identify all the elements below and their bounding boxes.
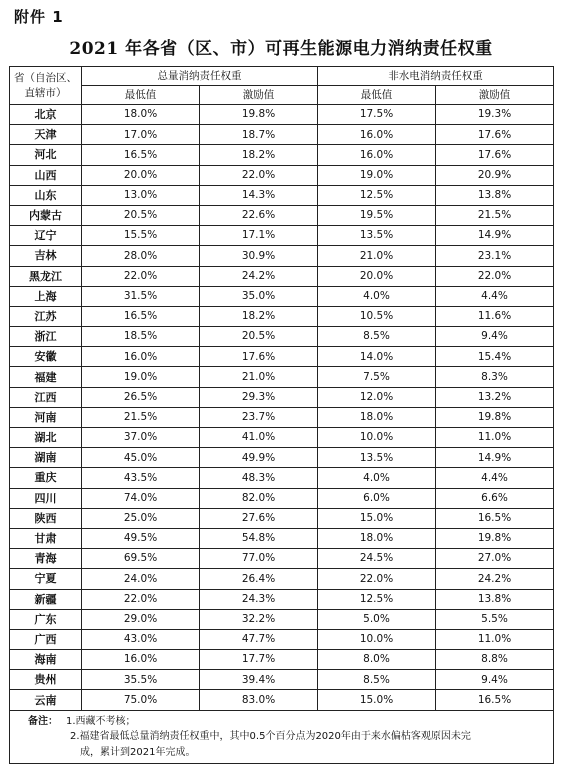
nonhydro-min-cell: 8.5% [318, 327, 436, 347]
nonhydro-incentive-cell: 8.3% [436, 367, 554, 387]
nonhydro-incentive-cell: 19.8% [436, 528, 554, 548]
total-incentive-cell: 35.0% [200, 286, 318, 306]
province-cell: 北京 [10, 105, 82, 125]
total-min-cell: 35.5% [82, 670, 200, 690]
nonhydro-incentive-cell: 16.5% [436, 690, 554, 710]
total-min-cell: 28.0% [82, 246, 200, 266]
table-row [10, 670, 554, 690]
total-min-cell: 43.5% [82, 468, 200, 488]
nonhydro-min-cell: 18.0% [318, 528, 436, 548]
note-2-line-1: 2.福建省最低总量消纳责任权重中，其中0.5个百分点为2020年由于来水偏枯客观原因未完 [70, 731, 471, 743]
total-incentive-cell: 77.0% [200, 549, 318, 569]
table-row [10, 549, 554, 569]
table-row [10, 185, 554, 205]
total-min-cell: 24.0% [82, 569, 200, 589]
total-min-cell: 74.0% [82, 488, 200, 508]
header-province: 省（自治区、直辖市） [10, 67, 82, 105]
nonhydro-incentive-cell: 11.0% [436, 629, 554, 649]
province-cell: 浙江 [10, 327, 82, 347]
province-cell: 新疆 [10, 589, 82, 609]
province-cell: 江西 [10, 387, 82, 407]
table-row [10, 266, 554, 286]
notes-cell [10, 710, 554, 764]
notes-row [10, 710, 554, 764]
nonhydro-incentive-cell: 13.8% [436, 589, 554, 609]
province-cell: 甘肃 [10, 528, 82, 548]
table-row [10, 306, 554, 326]
table-row [10, 690, 554, 710]
nonhydro-incentive-cell: 4.4% [436, 468, 554, 488]
table-row [10, 205, 554, 225]
nonhydro-min-cell: 21.0% [318, 246, 436, 266]
total-incentive-cell: 47.7% [200, 629, 318, 649]
total-min-cell: 17.0% [82, 125, 200, 145]
total-incentive-cell: 24.3% [200, 589, 318, 609]
nonhydro-incentive-cell: 13.2% [436, 387, 554, 407]
table-body [10, 105, 554, 711]
total-min-cell: 22.0% [82, 589, 200, 609]
header-nonhydro-min: 最低值 [318, 86, 436, 105]
nonhydro-incentive-cell: 11.6% [436, 306, 554, 326]
province-cell: 吉林 [10, 246, 82, 266]
province-cell: 湖北 [10, 428, 82, 448]
table-row [10, 105, 554, 125]
total-min-cell: 75.0% [82, 690, 200, 710]
nonhydro-min-cell: 10.0% [318, 428, 436, 448]
total-incentive-cell: 21.0% [200, 367, 318, 387]
total-min-cell: 22.0% [82, 266, 200, 286]
nonhydro-min-cell: 13.5% [318, 226, 436, 246]
header-nonhydro-group: 非水电消纳责任权重 [318, 67, 554, 86]
total-min-cell: 26.5% [82, 387, 200, 407]
nonhydro-min-cell: 16.0% [318, 125, 436, 145]
nonhydro-min-cell: 13.5% [318, 448, 436, 468]
total-incentive-cell: 26.4% [200, 569, 318, 589]
header-total-incentive: 激励值 [200, 86, 318, 105]
nonhydro-incentive-cell: 19.3% [436, 105, 554, 125]
nonhydro-min-cell: 22.0% [318, 569, 436, 589]
table-row [10, 528, 554, 548]
province-cell: 山东 [10, 185, 82, 205]
total-incentive-cell: 48.3% [200, 468, 318, 488]
total-min-cell: 25.0% [82, 508, 200, 528]
header-total-group: 总量消纳责任权重 [82, 67, 318, 86]
nonhydro-incentive-cell: 27.0% [436, 549, 554, 569]
table-row [10, 246, 554, 266]
table-row [10, 589, 554, 609]
province-cell: 宁夏 [10, 569, 82, 589]
nonhydro-min-cell: 4.0% [318, 286, 436, 306]
province-cell: 江苏 [10, 306, 82, 326]
total-min-cell: 37.0% [82, 428, 200, 448]
total-min-cell: 16.5% [82, 306, 200, 326]
province-cell: 广西 [10, 629, 82, 649]
nonhydro-incentive-cell: 8.8% [436, 650, 554, 670]
total-min-cell: 18.5% [82, 327, 200, 347]
total-min-cell: 31.5% [82, 286, 200, 306]
total-min-cell: 16.5% [82, 145, 200, 165]
note-1: 1.西藏不考核； [66, 715, 136, 727]
nonhydro-min-cell: 6.0% [318, 488, 436, 508]
table-row [10, 448, 554, 468]
nonhydro-min-cell: 5.0% [318, 609, 436, 629]
nonhydro-incentive-cell: 9.4% [436, 327, 554, 347]
total-incentive-cell: 17.1% [200, 226, 318, 246]
province-cell: 山西 [10, 165, 82, 185]
table-row [10, 488, 554, 508]
total-incentive-cell: 32.2% [200, 609, 318, 629]
nonhydro-min-cell: 24.5% [318, 549, 436, 569]
province-cell: 青海 [10, 549, 82, 569]
total-incentive-cell: 22.0% [200, 165, 318, 185]
province-cell: 河南 [10, 407, 82, 427]
nonhydro-incentive-cell: 9.4% [436, 670, 554, 690]
total-incentive-cell: 27.6% [200, 508, 318, 528]
nonhydro-incentive-cell: 17.6% [436, 125, 554, 145]
total-incentive-cell: 54.8% [200, 528, 318, 548]
total-incentive-cell: 18.2% [200, 306, 318, 326]
table-row [10, 347, 554, 367]
nonhydro-incentive-cell: 23.1% [436, 246, 554, 266]
nonhydro-min-cell: 4.0% [318, 468, 436, 488]
nonhydro-incentive-cell: 4.4% [436, 286, 554, 306]
document-title: 2021 年各省（区、市）可再生能源电力消纳责任权重 [69, 39, 493, 59]
nonhydro-incentive-cell: 17.6% [436, 145, 554, 165]
total-incentive-cell: 30.9% [200, 246, 318, 266]
total-min-cell: 16.0% [82, 650, 200, 670]
total-min-cell: 20.0% [82, 165, 200, 185]
nonhydro-incentive-cell: 21.5% [436, 205, 554, 225]
total-incentive-cell: 22.6% [200, 205, 318, 225]
quota-table [9, 66, 554, 764]
province-cell: 四川 [10, 488, 82, 508]
total-min-cell: 43.0% [82, 629, 200, 649]
province-cell: 内蒙古 [10, 205, 82, 225]
province-cell: 河北 [10, 145, 82, 165]
total-min-cell: 19.0% [82, 367, 200, 387]
nonhydro-min-cell: 19.5% [318, 205, 436, 225]
province-cell: 广东 [10, 609, 82, 629]
total-incentive-cell: 17.6% [200, 347, 318, 367]
nonhydro-incentive-cell: 16.5% [436, 508, 554, 528]
nonhydro-min-cell: 15.0% [318, 508, 436, 528]
total-incentive-cell: 29.3% [200, 387, 318, 407]
nonhydro-incentive-cell: 14.9% [436, 448, 554, 468]
table-row [10, 508, 554, 528]
table-row [10, 569, 554, 589]
nonhydro-min-cell: 7.5% [318, 367, 436, 387]
header-nonhydro-incentive: 激励值 [436, 86, 554, 105]
total-incentive-cell: 19.8% [200, 105, 318, 125]
nonhydro-min-cell: 8.5% [318, 670, 436, 690]
province-cell: 黑龙江 [10, 266, 82, 286]
nonhydro-min-cell: 20.0% [318, 266, 436, 286]
attachment-label: 附件 1 [14, 8, 64, 26]
total-incentive-cell: 41.0% [200, 428, 318, 448]
total-min-cell: 69.5% [82, 549, 200, 569]
total-min-cell: 49.5% [82, 528, 200, 548]
table-row [10, 165, 554, 185]
total-min-cell: 15.5% [82, 226, 200, 246]
province-cell: 海南 [10, 650, 82, 670]
province-cell: 陕西 [10, 508, 82, 528]
table-row [10, 367, 554, 387]
total-incentive-cell: 24.2% [200, 266, 318, 286]
nonhydro-incentive-cell: 5.5% [436, 609, 554, 629]
nonhydro-min-cell: 14.0% [318, 347, 436, 367]
total-incentive-cell: 17.7% [200, 650, 318, 670]
province-cell: 天津 [10, 125, 82, 145]
total-min-cell: 45.0% [82, 448, 200, 468]
total-incentive-cell: 23.7% [200, 407, 318, 427]
nonhydro-incentive-cell: 6.6% [436, 488, 554, 508]
nonhydro-min-cell: 19.0% [318, 165, 436, 185]
nonhydro-incentive-cell: 19.8% [436, 407, 554, 427]
header-total-min: 最低值 [82, 86, 200, 105]
table-row [10, 387, 554, 407]
table-row [10, 327, 554, 347]
total-incentive-cell: 18.2% [200, 145, 318, 165]
province-cell: 重庆 [10, 468, 82, 488]
table-row [10, 125, 554, 145]
nonhydro-min-cell: 10.0% [318, 629, 436, 649]
province-cell: 湖南 [10, 448, 82, 468]
nonhydro-min-cell: 16.0% [318, 145, 436, 165]
province-cell: 安徽 [10, 347, 82, 367]
nonhydro-min-cell: 12.5% [318, 185, 436, 205]
total-incentive-cell: 83.0% [200, 690, 318, 710]
total-min-cell: 21.5% [82, 407, 200, 427]
table-row [10, 145, 554, 165]
province-cell: 福建 [10, 367, 82, 387]
note-2-line-2: 成，累计到2021年完成。 [80, 746, 196, 758]
province-cell: 辽宁 [10, 226, 82, 246]
nonhydro-incentive-cell: 13.8% [436, 185, 554, 205]
total-incentive-cell: 82.0% [200, 488, 318, 508]
total-incentive-cell: 20.5% [200, 327, 318, 347]
total-incentive-cell: 14.3% [200, 185, 318, 205]
nonhydro-min-cell: 12.0% [318, 387, 436, 407]
nonhydro-incentive-cell: 24.2% [436, 569, 554, 589]
total-incentive-cell: 39.4% [200, 670, 318, 690]
total-min-cell: 20.5% [82, 205, 200, 225]
nonhydro-incentive-cell: 20.9% [436, 165, 554, 185]
nonhydro-min-cell: 18.0% [318, 407, 436, 427]
total-incentive-cell: 49.9% [200, 448, 318, 468]
total-min-cell: 18.0% [82, 105, 200, 125]
nonhydro-min-cell: 8.0% [318, 650, 436, 670]
table-row [10, 226, 554, 246]
table-row [10, 609, 554, 629]
table-row [10, 286, 554, 306]
table-row [10, 407, 554, 427]
nonhydro-incentive-cell: 15.4% [436, 347, 554, 367]
nonhydro-incentive-cell: 11.0% [436, 428, 554, 448]
nonhydro-min-cell: 17.5% [318, 105, 436, 125]
total-min-cell: 13.0% [82, 185, 200, 205]
table-row [10, 428, 554, 448]
nonhydro-incentive-cell: 22.0% [436, 266, 554, 286]
total-min-cell: 29.0% [82, 609, 200, 629]
province-cell: 云南 [10, 690, 82, 710]
province-cell: 贵州 [10, 670, 82, 690]
province-cell: 上海 [10, 286, 82, 306]
nonhydro-incentive-cell: 14.9% [436, 226, 554, 246]
nonhydro-min-cell: 12.5% [318, 589, 436, 609]
total-incentive-cell: 18.7% [200, 125, 318, 145]
table-row [10, 650, 554, 670]
table-row [10, 629, 554, 649]
nonhydro-min-cell: 15.0% [318, 690, 436, 710]
notes-label: 备注： [28, 715, 58, 727]
nonhydro-min-cell: 10.5% [318, 306, 436, 326]
total-min-cell: 16.0% [82, 347, 200, 367]
table-row [10, 468, 554, 488]
